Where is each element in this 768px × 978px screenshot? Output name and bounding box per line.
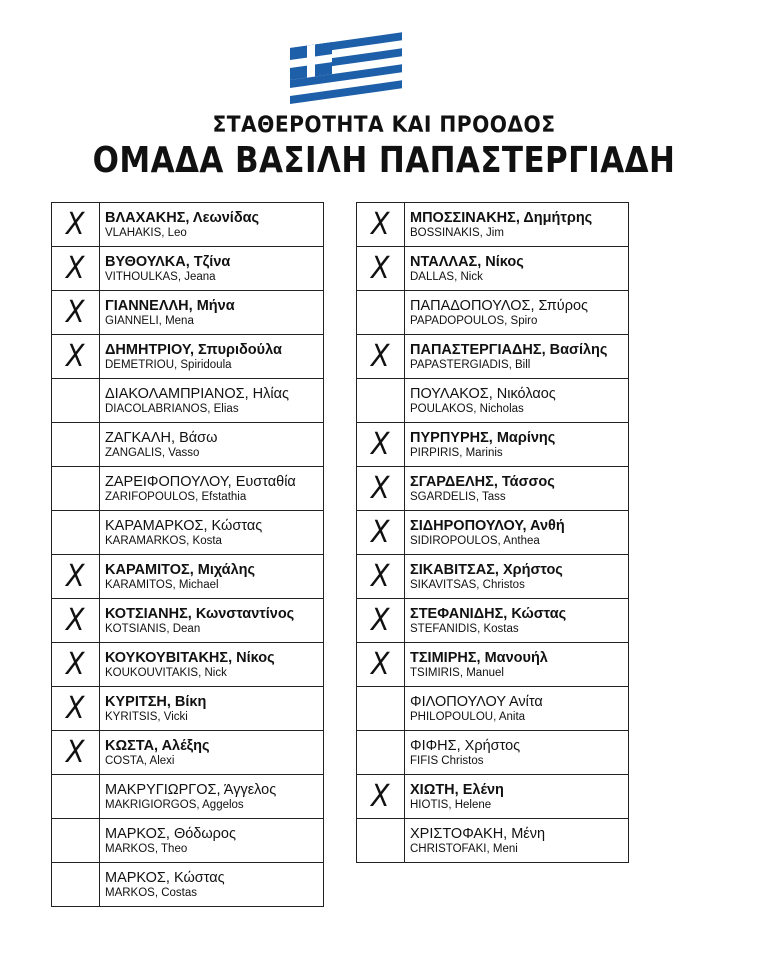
candidate-info [405,775,629,819]
vote-mark-x: X [66,338,85,374]
candidate-name-greek: ΣΙΔΗΡΟΠΟΥΛΟΥ, Ανθή [410,517,565,534]
vote-mark-x: X [66,734,85,770]
candidate-info [100,379,324,423]
vote-mark-x: X [371,426,390,462]
candidate-row [52,555,324,599]
candidate-row [52,511,324,555]
vote-box[interactable] [52,863,100,907]
candidate-name-greek: ΒΥΘΟΥΛΚΑ, Τζίνα [105,253,231,270]
candidate-table-left [51,202,324,907]
candidate-row [52,599,324,643]
candidate-name-greek: ΔΗΜΗΤΡΙΟΥ, Σπυριδούλα [105,341,282,358]
vote-box[interactable] [357,467,405,511]
candidate-row [52,775,324,819]
candidate-name-greek: ΤΣΙΜΙΡΗΣ, Μανουήλ [410,649,548,666]
candidate-name-english: PIRPIRIS, Marinis [410,446,503,459]
vote-box[interactable] [52,687,100,731]
vote-mark-x: X [66,602,85,638]
vote-box[interactable] [52,467,100,511]
vote-box[interactable] [357,511,405,555]
vote-box[interactable] [52,335,100,379]
vote-box[interactable] [52,775,100,819]
vote-box[interactable] [52,599,100,643]
candidate-info [100,423,324,467]
candidate-name-greek: ΚΩΣΤΑ, Αλέξης [105,737,210,754]
vote-box[interactable] [357,203,405,247]
candidate-info [405,247,629,291]
candidate-name-greek: ΧΡΙΣΤΟΦΑΚΗ, Μένη [410,825,546,842]
candidate-name-english: TSIMIRIS, Manuel [410,666,504,679]
candidate-info [100,511,324,555]
candidate-row [52,731,324,775]
candidate-name-english: PAPASTERGIADIS, Bill [410,358,531,371]
candidate-row [52,291,324,335]
vote-box[interactable] [52,555,100,599]
candidate-name-greek: ΦΙΛΟΠΟΥΛΟΥ Ανίτα [410,693,543,710]
candidate-row [357,247,629,291]
vote-box[interactable] [357,731,405,775]
candidate-row [357,643,629,687]
vote-box[interactable] [357,335,405,379]
vote-mark-x: X [66,206,85,242]
candidate-row [52,819,324,863]
candidate-row [357,379,629,423]
candidate-row [52,863,324,907]
candidate-row [52,467,324,511]
candidate-name-english: VLAHAKIS, Leo [105,226,187,239]
candidate-name-english: KOUKOUVITAKIS, Nick [105,666,227,679]
candidate-name-greek: ΠΑΠΑΣΤΕΡΓΙΑΔΗΣ, Βασίλης [410,341,608,358]
vote-mark-x: X [371,646,390,682]
candidate-name-greek: ΣΤΕΦΑΝΙΔΗΣ, Κώστας [410,605,567,622]
candidate-row [357,599,629,643]
candidate-row [357,335,629,379]
candidate-name-english: DALLAS, Nick [410,270,483,283]
candidate-name-english: KARAMITOS, Michael [105,578,219,591]
vote-box[interactable] [52,511,100,555]
candidate-name-greek: ΠΑΠΑΔΟΠΟΥΛΟΣ, Σπύρος [410,297,589,314]
candidate-info [100,643,324,687]
candidate-info [405,731,629,775]
candidate-info [405,599,629,643]
candidate-name-english: COSTA, Alexi [105,754,175,767]
candidate-row [52,247,324,291]
candidate-info [100,731,324,775]
candidate-info [405,511,629,555]
candidate-row [357,467,629,511]
candidate-info [405,643,629,687]
candidate-row [52,423,324,467]
candidate-name-greek: ΠΟΥΛΑΚΟΣ, Νικόλαος [410,385,556,402]
vote-box[interactable] [357,423,405,467]
candidate-name-english: STEFANIDIS, Kostas [410,622,519,635]
vote-box[interactable] [357,819,405,863]
candidate-info [100,335,324,379]
candidate-name-english: MARKOS, Theo [105,842,188,855]
candidate-name-greek: ΧΙΩΤΗ, Ελένη [410,781,504,798]
candidate-info [405,291,629,335]
candidate-name-greek: ΚΑΡΑΜΙΤΟΣ, Μιχάλης [105,561,256,578]
candidate-name-english: ZARIFOPOULOS, Efstathia [105,490,247,503]
candidate-name-english: CHRISTOFAKI, Meni [410,842,518,855]
vote-mark-x: X [66,250,85,286]
vote-mark-x: X [66,294,85,330]
candidate-name-greek: ΣΓΑΡΔΕΛΗΣ, Τάσσος [410,473,555,490]
candidate-name-greek: ΜΠΟΣΣΙΝΑΚΗΣ, Δημήτρης [410,209,593,226]
candidate-name-greek: ΜΑΡΚΟΣ, Κώστας [105,869,225,886]
candidate-name-english: FIFIS Christos [410,754,484,767]
vote-box[interactable] [357,599,405,643]
candidate-name-greek: ΔΙΑΚΟΛΑΜΠΡΙΑΝΟΣ, Ηλίας [105,385,289,402]
candidate-name-english: KYRITSIS, Vicki [105,710,188,723]
candidate-name-english: DEMETRIOU, Spiridoula [105,358,232,371]
candidate-row [357,555,629,599]
candidate-info [405,423,629,467]
page-title: ΟΜΑΔΑ ΒΑΣΙΛΗ ΠΑΠΑΣΤΕΡΓΙΑΔΗ [92,140,676,181]
candidate-info [100,775,324,819]
vote-box[interactable] [357,247,405,291]
candidate-row [52,643,324,687]
vote-mark-x: X [371,778,390,814]
candidate-info [100,203,324,247]
candidate-info [405,203,629,247]
candidate-row [357,511,629,555]
candidate-name-english: PHILOPOULOU, Anita [410,710,526,723]
candidate-name-english: MAKRIGIORGOS, Aggelos [105,798,244,811]
vote-box[interactable] [357,687,405,731]
vote-box[interactable] [357,643,405,687]
candidate-name-greek: ΓΙΑΝΝΕΛΛΗ, Μήνα [105,297,235,314]
vote-mark-x: X [371,602,390,638]
candidate-info [405,467,629,511]
vote-box[interactable] [52,643,100,687]
candidate-name-english: BOSSINAKIS, Jim [410,226,504,239]
vote-mark-x: X [371,206,390,242]
vote-mark-x: X [66,690,85,726]
candidate-info [405,687,629,731]
candidate-name-english: KOTSIANIS, Dean [105,622,201,635]
candidate-info [100,819,324,863]
candidate-name-english: POULAKOS, Nicholas [410,402,524,415]
vote-box[interactable] [52,423,100,467]
vote-box[interactable] [52,731,100,775]
candidate-info [100,467,324,511]
vote-box[interactable] [357,775,405,819]
candidate-info [100,247,324,291]
vote-mark-x: X [371,558,390,594]
candidate-name-english: HIOTIS, Helene [410,798,492,811]
vote-box[interactable] [357,379,405,423]
candidate-row [52,379,324,423]
candidate-name-english: MARKOS, Costas [105,886,198,899]
candidate-name-greek: ΒΛΑΧΑΚΗΣ, Λεωνίδας [105,209,260,226]
candidate-row [357,731,629,775]
vote-mark-x: X [66,558,85,594]
vote-box[interactable] [52,291,100,335]
candidate-name-english: VITHOULKAS, Jeana [105,270,216,283]
candidate-name-greek: ΚΑΡΑΜΑΡΚΟΣ, Κώστας [105,517,263,534]
candidate-name-greek: ΚΟΤΣΙΑΝΗΣ, Κωνσταντίνος [105,605,295,622]
candidate-name-greek: ΖΑΓΚΑΛΗ, Βάσω [105,429,218,446]
candidate-name-greek: ΚΥΡΙΤΣΗ, Βίκη [105,693,207,710]
vote-mark-x: X [371,514,390,550]
vote-mark-x: X [371,338,390,374]
candidate-name-english: SIDIROPOULOS, Anthea [410,534,540,547]
candidate-name-english: GIANNELI, Mena [105,314,194,327]
greek-flag-icon [290,30,402,104]
candidate-name-greek: ΝΤΑΛΛΑΣ, Νίκος [410,253,524,270]
candidate-info [100,555,324,599]
candidate-row [357,775,629,819]
candidate-name-english: DIACOLABRIANOS, Elias [105,402,239,415]
candidate-name-english: SIKAVITSAS, Christos [410,578,525,591]
candidate-name-english: ZANGALIS, Vasso [105,446,200,459]
candidate-row [357,687,629,731]
candidate-info [100,291,324,335]
candidate-row [52,203,324,247]
vote-box[interactable] [52,203,100,247]
candidate-name-english: SGARDELIS, Tass [410,490,506,503]
candidate-row [357,423,629,467]
candidate-row [357,203,629,247]
candidate-name-greek: ΖΑΡΕΙΦΟΠΟΥΛΟΥ, Ευσταθία [105,473,296,490]
candidate-row [357,819,629,863]
candidate-name-greek: ΠΥΡΠΥΡΗΣ, Μαρίνης [410,429,556,446]
candidate-name-greek: ΣΙΚΑΒΙΤΣΑΣ, Χρήστος [410,561,563,578]
candidate-name-greek: ΜΑΡΚΟΣ, Θόδωρος [105,825,236,842]
candidate-info [405,335,629,379]
candidate-row [52,335,324,379]
candidate-name-english: KARAMARKOS, Kosta [105,534,222,547]
slogan: ΣΤΑΘΕΡΟΤΗΤΑ ΚΑΙ ΠΡΟΟΔΟΣ [212,113,556,138]
candidate-info [405,379,629,423]
vote-box[interactable] [357,291,405,335]
vote-box[interactable] [52,819,100,863]
vote-mark-x: X [371,250,390,286]
candidate-row [52,687,324,731]
candidate-info [100,599,324,643]
vote-box[interactable] [52,379,100,423]
vote-mark-x: X [66,646,85,682]
vote-mark-x: X [371,470,390,506]
candidate-info [405,555,629,599]
candidate-table-right [356,202,629,863]
candidate-row [357,291,629,335]
candidate-info [100,687,324,731]
candidate-name-greek: ΚΟΥΚΟΥΒΙΤΑΚΗΣ, Νίκος [105,649,275,666]
candidate-name-greek: ΦΙΦΗΣ, Χρήστος [410,737,521,754]
candidate-info [100,863,324,907]
vote-box[interactable] [52,247,100,291]
candidate-name-greek: ΜΑΚΡΥΓΙΩΡΓΟΣ, Άγγελος [105,781,277,798]
candidate-name-english: PAPADOPOULOS, Spiro [410,314,538,327]
vote-box[interactable] [357,555,405,599]
candidate-info [405,819,629,863]
